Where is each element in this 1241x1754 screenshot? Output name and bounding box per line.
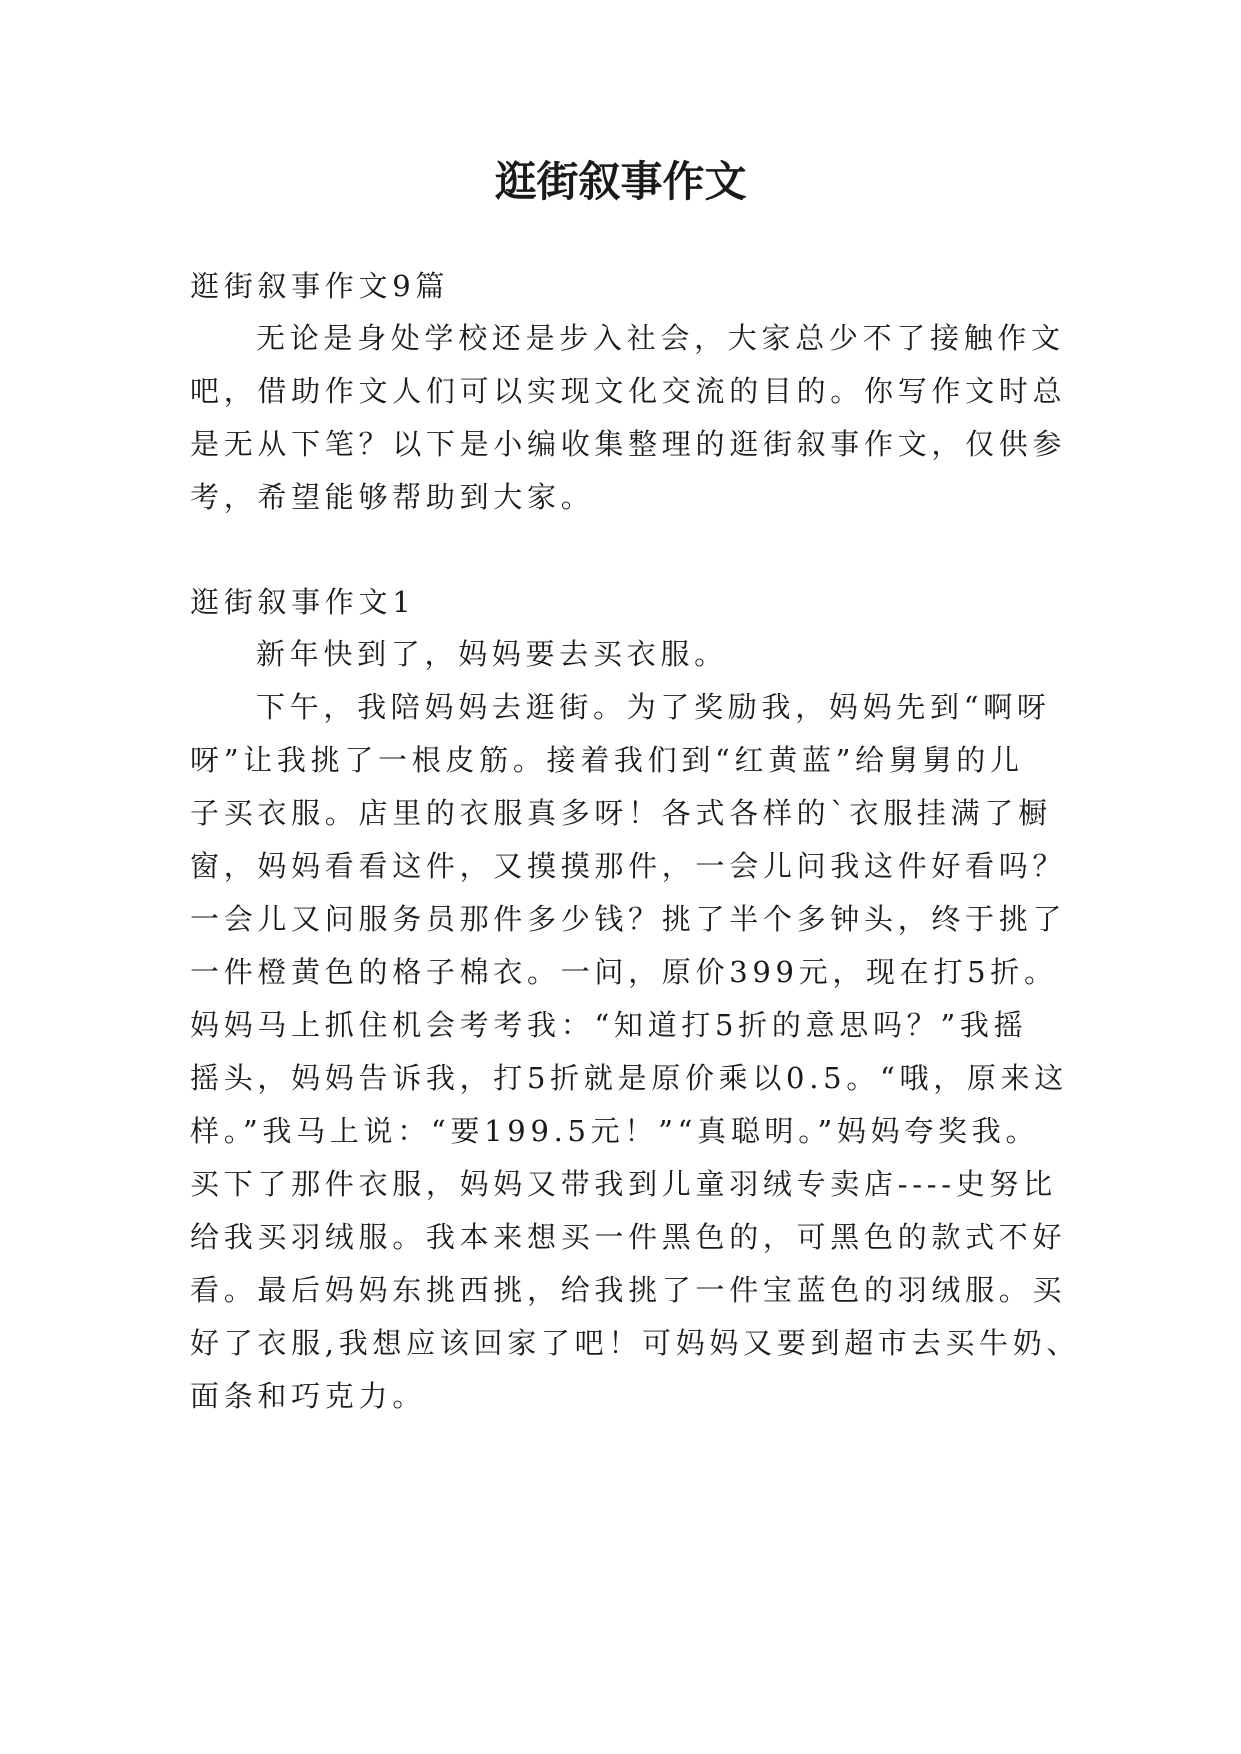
- body-line: 一件橙黄色的格子棉衣。一问，原价399元，现在打5折。: [190, 955, 1058, 989]
- body-line: 窗，妈妈看看这件，又摸摸那件，一会儿问我这件好看吗？: [190, 849, 1067, 883]
- body-line: 面条和巧克力。: [190, 1379, 426, 1413]
- intro-line: 是无从下笔？以下是小编收集整理的逛街叙事作文，仅供参: [190, 427, 1067, 461]
- body-line: 买下了那件衣服，妈妈又带我到儿童羽绒专卖店----史努比: [190, 1167, 1057, 1201]
- document-title: 逛街叙事作文: [494, 157, 747, 206]
- body-line: 新年快到了，妈妈要去买衣服。: [256, 637, 728, 671]
- body-line: 下午，我陪妈妈去逛街。为了奖励我，妈妈先到“啊呀: [256, 690, 1051, 724]
- body-line: 妈妈马上抓住机会考考我：“知道打5折的意思吗？”我摇: [190, 1008, 1028, 1042]
- body-line: 看。最后妈妈东挑西挑，给我挑了一件宝蓝色的羽绒服。买: [190, 1273, 1067, 1307]
- body-line: 给我买羽绒服。我本来想买一件黑色的，可黑色的款式不好: [190, 1220, 1067, 1254]
- body-line: 样。”我马上说：“要199.5元！”“真聪明。”妈妈夸奖我。: [190, 1114, 1040, 1148]
- body-line: 呀”让我挑了一根皮筋。接着我们到“红黄蓝”给舅舅的儿: [190, 743, 1024, 777]
- body-line: 子买衣服。店里的衣服真多呀！各式各样的`衣服挂满了橱: [190, 796, 1052, 830]
- collection-subtitle: 逛街叙事作文9篇: [190, 269, 450, 303]
- body-line: 摇头，妈妈告诉我，打5折就是原价乘以0.5。“哦，原来这: [190, 1061, 1068, 1095]
- intro-line: 考，希望能够帮助到大家。: [190, 480, 595, 514]
- intro-line: 无论是身处学校还是步入社会，大家总少不了接触作文: [256, 321, 1065, 355]
- body-line: 一会儿又问服务员那件多少钱？挑了半个多钟头，终于挑了: [190, 902, 1067, 936]
- intro-line: 吧，借助作文人们可以实现文化交流的目的。你写作文时总: [190, 374, 1067, 408]
- section-heading: 逛街叙事作文1: [190, 585, 416, 619]
- body-line: 好了衣服,我想应该回家了吧！可妈妈又要到超市去买牛奶、: [190, 1326, 1081, 1360]
